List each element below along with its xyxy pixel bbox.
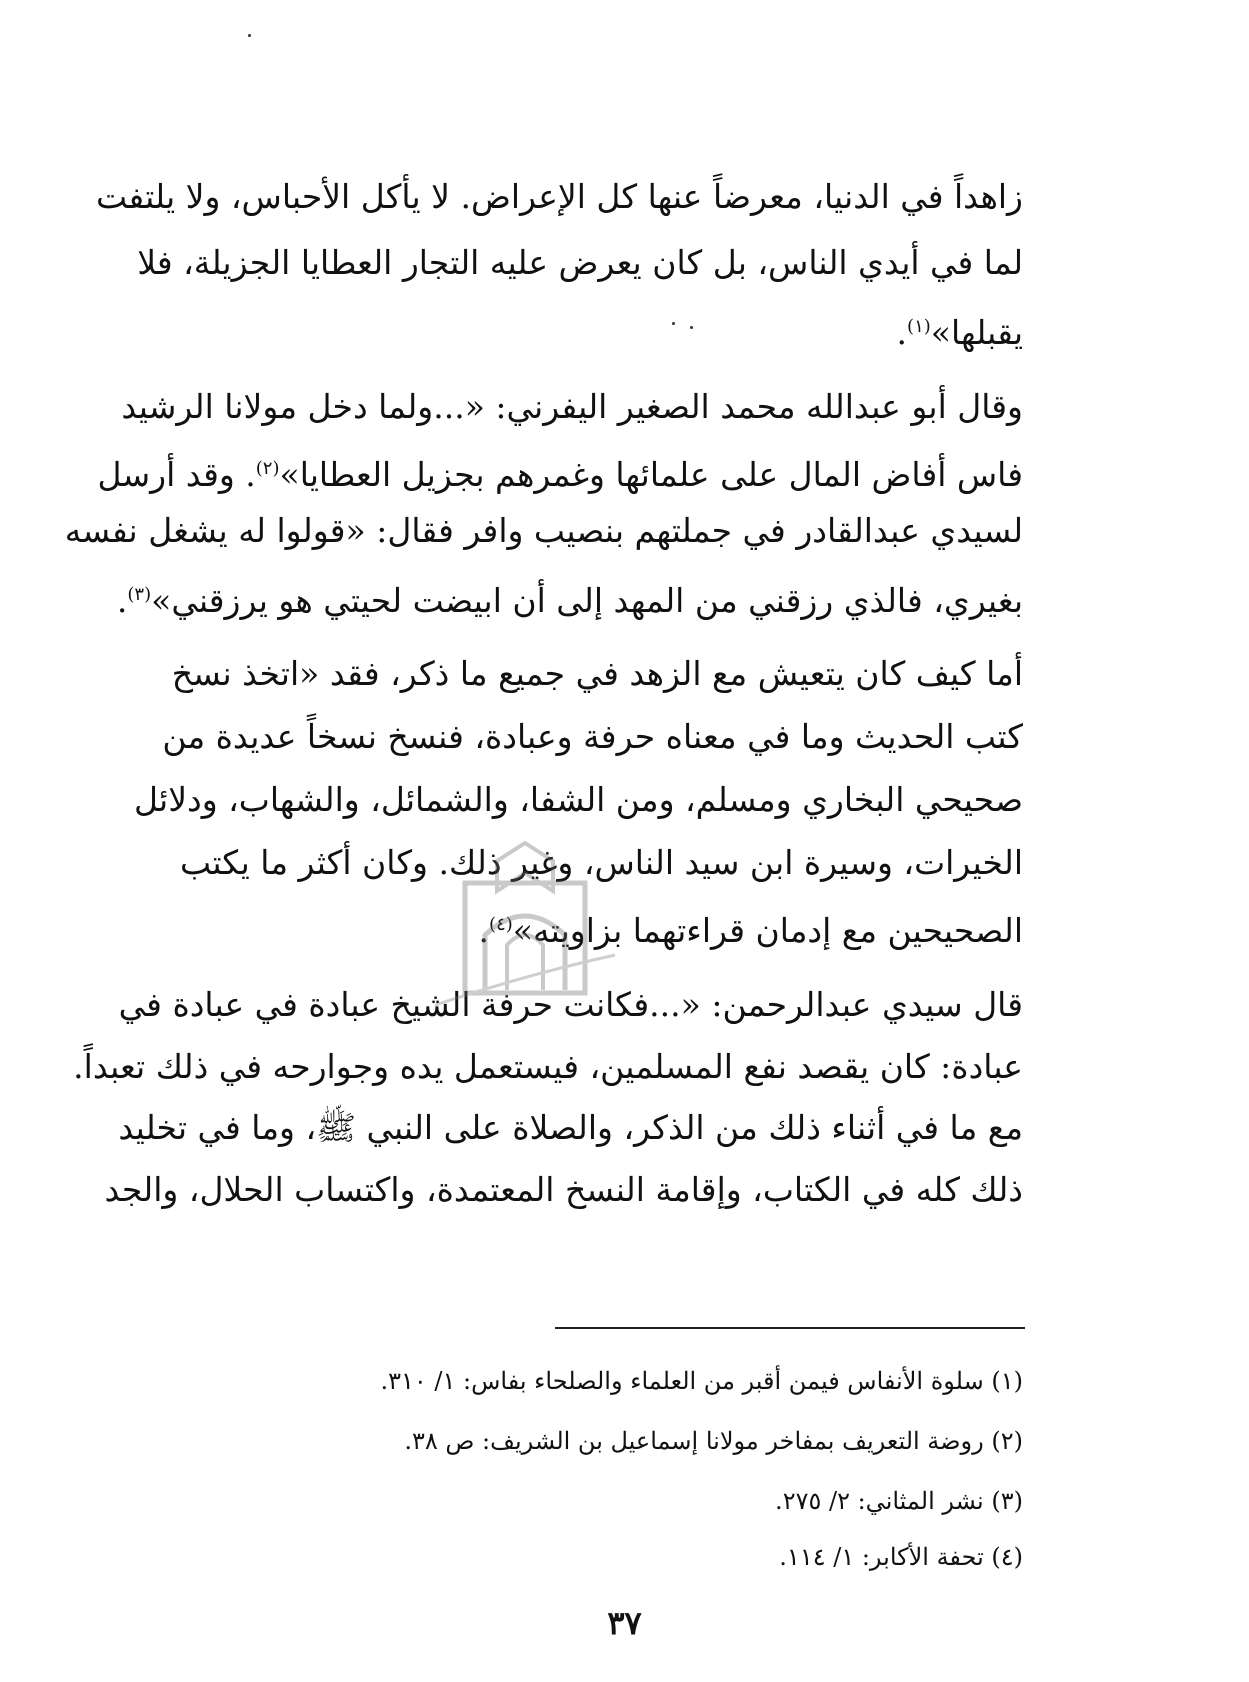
footnote-ref: (٤) bbox=[489, 914, 513, 935]
body-line: وقال أبو عبدالله محمد الصغير اليفرني: «...ولما دخل مولانا الرشيد bbox=[121, 387, 1023, 426]
footnote-ref: (٢) bbox=[255, 458, 280, 479]
body-line: صحيحي البخاري ومسلم، ومن الشفا، والشمائل، والشهاب، ودلائل bbox=[134, 780, 1023, 819]
body-line-text: بغيري، فالذي رزقني من المهد إلى أن ابيضت لحيتي هو يرزقني» bbox=[151, 581, 1023, 620]
body-line bbox=[97, 449, 1023, 495]
footnote: (٢) روضة التعريف بمفاخر مولانا إسماعيل بن الشريف: ص ٣٨. bbox=[404, 1427, 1023, 1455]
footnote: (٣) نشر المثاني: ٢/ ٢٧٥. bbox=[775, 1487, 1023, 1515]
footnote-ref: (١) bbox=[907, 316, 931, 337]
library-stamp-watermark bbox=[425, 835, 625, 1020]
scan-speck bbox=[248, 34, 251, 37]
body-line: أما كيف كان يتعيش مع الزهد في جميع ما ذكر، فقد «اتخذ نسخ bbox=[171, 654, 1023, 693]
footnote: (٤) تحفة الأكابر: ١/ ١١٤. bbox=[779, 1543, 1023, 1571]
body-line: كتب الحديث وما في معناه حرفة وعبادة، فنسخ نسخاً عديدة من bbox=[162, 717, 1023, 756]
body-line: قال سيدي عبدالرحمن: «...فكانت حرفة الشيخ عبادة في عبادة في bbox=[118, 985, 1023, 1024]
footnote-ref: (٣) bbox=[127, 584, 152, 605]
body-line-text: يقبلها» bbox=[930, 313, 1023, 352]
body-line: عبادة: كان يقصد نفع المسلمين، فيستعمل يده وجوارحه في ذلك تعبداً. bbox=[73, 1047, 1023, 1086]
body-line: الخيرات، وسيرة ابن سيد الناس، وغير ذلك. وكان أكثر ما يكتب bbox=[180, 843, 1023, 882]
body-line: الصحيحين مع إدمان قراءتهما بزاويته»$^{(٤)}$. bbox=[478, 911, 1023, 950]
body-line: زاهداً في الدنيا، معرضاً عنها كل الإعراض. لا يأكل الأحباس، ولا يلتفت bbox=[95, 177, 1023, 216]
body-line: لما في أيدي الناس، بل كان يعرض عليه التجار العطايا الجزيلة، فلا bbox=[137, 243, 1023, 282]
body-line-text: الصحيحين مع إدمان قراءتهما بزاويته» bbox=[512, 911, 1023, 950]
footnote-separator bbox=[555, 1327, 1025, 1329]
body-line-text: . وقد أرسل bbox=[97, 455, 256, 494]
body-line-text: فاس أفاض المال على علمائها وغمرهم بجزيل العطايا» bbox=[279, 455, 1023, 494]
footnote: (١) سلوة الأنفاس فيمن أقبر من العلماء والصلحاء بفاس: ١/ ٣١٠. bbox=[380, 1367, 1023, 1395]
body-line: يقبلها»$^{(١)}$. bbox=[896, 313, 1023, 352]
page-number: ٣٧ bbox=[607, 1604, 642, 1642]
body-line: ذلك كله في الكتاب، وإقامة النسخ المعتمدة، واكتساب الحلال، والجد bbox=[104, 1170, 1023, 1209]
body-line: مع ما في أثناء ذلك من الذكر، والصلاة على النبي ﷺ، وما في تخليد bbox=[118, 1108, 1023, 1147]
body-line: بغيري، فالذي رزقني من المهد إلى أن ابيضت لحيتي هو يرزقني»$^{(٣)}$. bbox=[116, 581, 1023, 620]
body-line: لسيدي عبدالقادر في جملتهم بنصيب وافر فقال: «قولوا له يشغل نفسه bbox=[64, 511, 1023, 550]
